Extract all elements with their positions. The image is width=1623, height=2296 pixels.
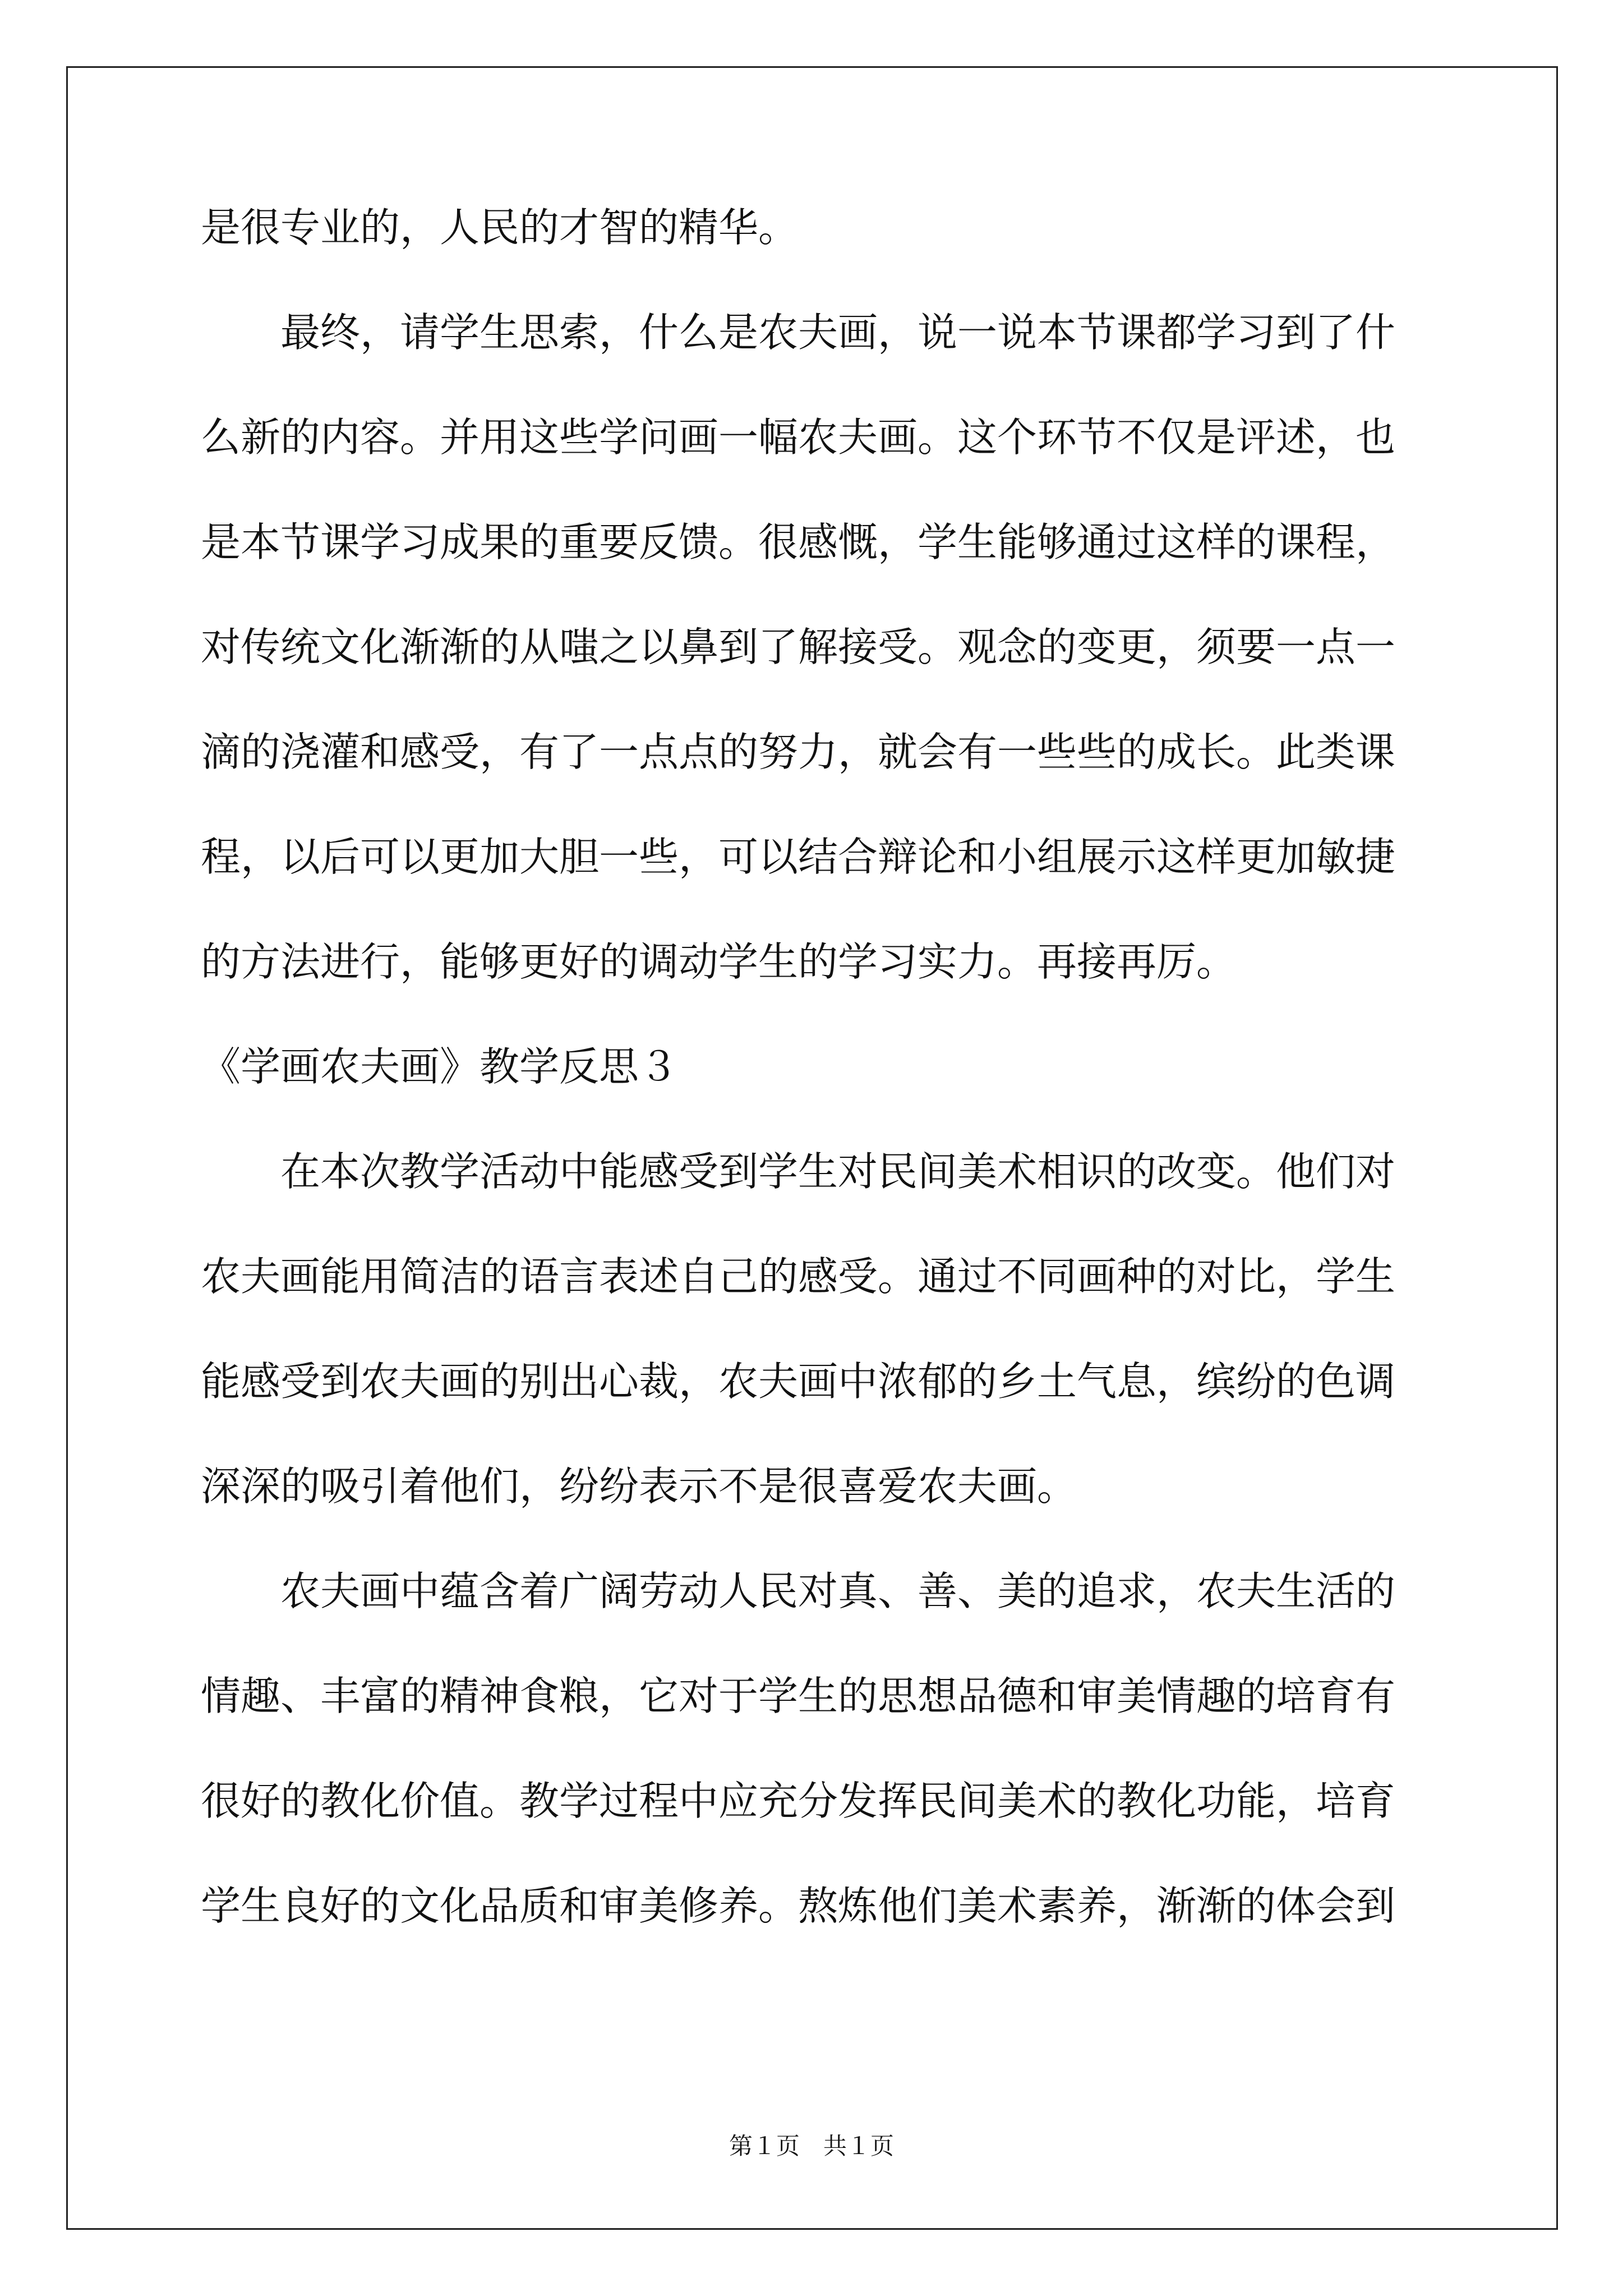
text-line-12: 能感受到农夫画的别出心裁，农夫画中浓郁的乡土气息，缤纷的色调 (201, 1358, 1396, 1405)
text-line-5: 对传统文化渐渐的从嗤之以鼻到了解接受。观念的变更，须要一点一 (201, 624, 1396, 670)
text-line-10: 在本次教学活动中能感受到学生对民间美术相识的改变。他们对 (201, 1148, 1396, 1195)
text-line-8: 的方法进行，能够更好的调动学生的学习实力。再接再厉。 (201, 938, 1237, 985)
text-line-7: 程，以后可以更加大胆一些，可以结合辩论和小组展示这样更加敏捷 (201, 834, 1396, 880)
section-heading: 《学画农夫画》教学反思３ (201, 1043, 679, 1090)
text-line-17: 学生良好的文化品质和审美修养。熬炼他们美术素养，渐渐的体会到 (201, 1883, 1396, 1929)
text-line-1: 是很专业的，人民的才智的精华。 (201, 204, 799, 251)
text-line-3: 么新的内容。并用这些学问画一幅农夫画。这个环节不仅是评述，也 (201, 414, 1396, 461)
text-line-4: 是本节课学习成果的重要反馈。很感慨，学生能够通过这样的课程， (201, 519, 1396, 565)
text-line-2: 最终，请学生思索，什么是农夫画，说一说本节课都学习到了什 (201, 309, 1396, 356)
text-line-11: 农夫画能用简洁的语言表述自己的感受。通过不同画种的对比，学生 (201, 1253, 1396, 1300)
text-line-6: 滴的浇灌和感受，有了一点点的努力，就会有一些些的成长。此类课 (201, 729, 1396, 775)
text-line-16: 很好的教化价值。教学过程中应充分发挥民间美术的教化功能，培育 (201, 1778, 1396, 1824)
text-line-15: 情趣、丰富的精神食粮，它对于学生的思想品德和审美情趣的培育有 (201, 1673, 1396, 1719)
text-line-13: 深深的吸引着他们，纷纷表示不是很喜爱农夫画。 (201, 1463, 1077, 1510)
page-footer: 第１页 共１页 (728, 2132, 894, 2160)
text-line-14: 农夫画中蕴含着广阔劳动人民对真、善、美的追求，农夫生活的 (201, 1568, 1396, 1614)
